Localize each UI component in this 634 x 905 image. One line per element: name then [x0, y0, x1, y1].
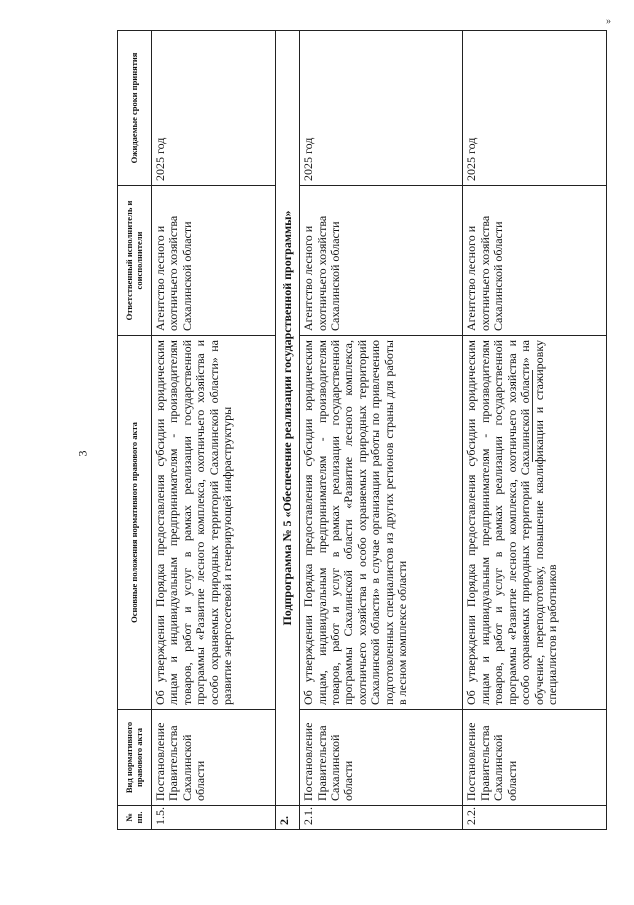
row-content: Об утверждении Порядка предоставления субсидии юридическим лицам и индивидуальным предпринимателям - производителям товаров, работ и услуг в рамках реализации государственной программы «Развитие лесного комплекса, охотничьего хозяйства и особо охраняемых природных территорий Сахалинской области» на развитие энергосетевой и генерирующей инфраструктуры	[152, 336, 276, 710]
header-term: Ожидаемые сроки принятия	[118, 31, 152, 186]
corner-mark: »	[606, 16, 611, 27]
row-executor: Агентство лесного и охотничьего хозяйства Сахалинской области	[300, 186, 463, 336]
page-number: 3	[75, 450, 90, 457]
row-num: 1.5.	[152, 806, 276, 830]
row-num: 2.2.	[463, 806, 607, 830]
row-executor: Агентство лесного и охотничьего хозяйства Сахалинской области	[463, 186, 607, 336]
table-row	[463, 31, 607, 830]
row-content: Об утверждении Порядка предоставления субсидии юридическим лицам и индивидуальным предпринимателям - производителям товаров, работ и услуг в рамках реализации государственной программы «Развитие лесного комплекса, охотничьего хозяйства и особо охраняемых природных территорий Сахалинской области» на обучение, переподготовку, повышение квалификации и стажировку специалистов и работников	[463, 336, 607, 710]
table-row	[152, 31, 276, 830]
header-executor: Ответственный исполнитель и соисполнители	[118, 186, 152, 336]
table-row	[300, 31, 463, 830]
header-num: № пп.	[118, 806, 152, 830]
row-term: 2025 год	[152, 31, 276, 186]
rotated-table-wrapper	[117, 30, 607, 830]
legal-acts-table	[117, 30, 607, 830]
table-container	[117, 30, 607, 830]
table-header-row	[118, 31, 152, 830]
row-type: Постановление Правительства Сахалинской области	[463, 710, 607, 806]
row-content: Об утверждении Порядка предоставления субсидии юридическим лицам, индивидуальным предпринимателям - производителям товаров, работ и услуг в рамках реализации государственной программы Сахалинской области «Развитие лесного комплекса, охотничьего хозяйства и особо охраняемых природных территорий Сахалинской области» в случае организации работы по привлечению подготовленных специалистов из других регионов страны для работы в лесном комплексе области	[300, 336, 463, 710]
header-content: Основные положения нормативного правового акта	[118, 336, 152, 710]
subprogram-num: 2.	[276, 806, 300, 830]
subprogram-row	[276, 31, 300, 830]
row-term: 2025 год	[300, 31, 463, 186]
row-type: Постановление Правительства Сахалинской области	[300, 710, 463, 806]
subprogram-title: Подпрограмма № 5 «Обеспечение реализации государственной программы»	[276, 31, 300, 806]
header-type: Вид нормативного правового акта	[118, 710, 152, 806]
row-executor: Агентство лесного и охотничьего хозяйства Сахалинской области	[152, 186, 276, 336]
row-type: Постановление Правительства Сахалинской области	[152, 710, 276, 806]
row-term: 2025 год	[463, 31, 607, 186]
row-num: 2.1.	[300, 806, 463, 830]
